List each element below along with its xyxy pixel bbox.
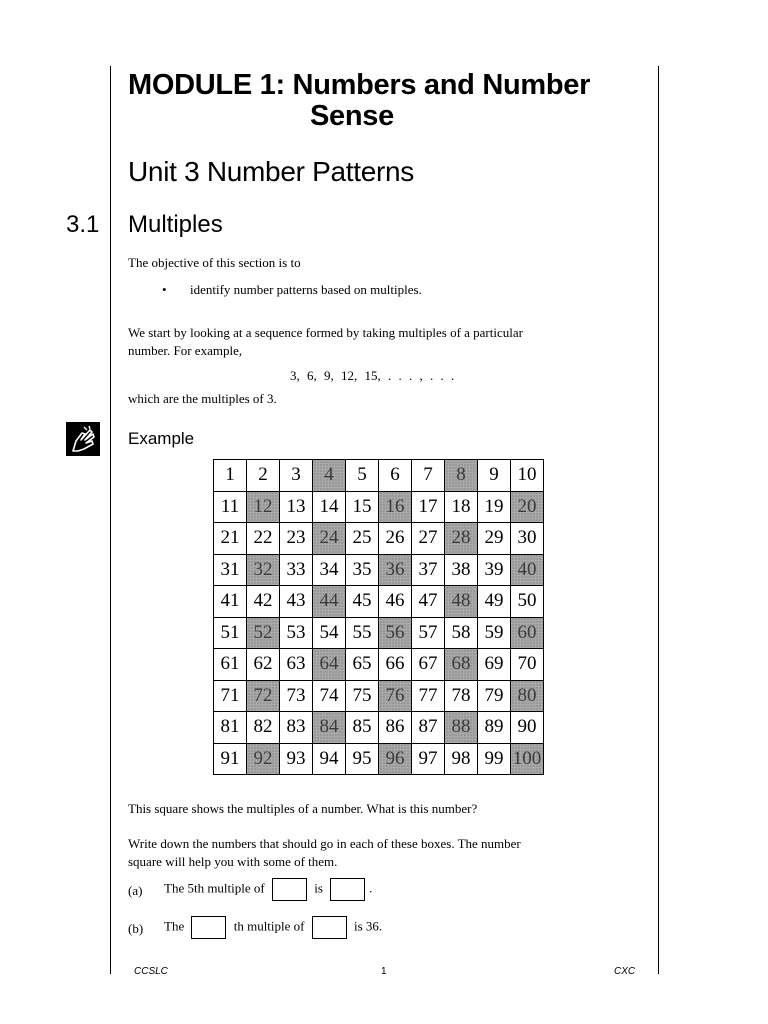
grid-cell: 54 <box>313 617 346 649</box>
grid-cell: 19 <box>478 491 511 523</box>
grid-cell: 3 <box>280 460 313 492</box>
grid-cell: 53 <box>280 617 313 649</box>
grid-cell: 43 <box>280 586 313 618</box>
grid-cell: 13 <box>280 491 313 523</box>
grid-cell: 83 <box>280 712 313 744</box>
grid-cell: 86 <box>379 712 412 744</box>
grid-cell: 33 <box>280 554 313 586</box>
question-a-text-2: is <box>314 880 323 896</box>
grid-cell: 74 <box>313 680 346 712</box>
grid-cell: 15 <box>346 491 379 523</box>
intro-line-1: We start by looking at a sequence formed by taking multiples of a particular <box>128 325 523 340</box>
question-a <box>164 878 372 901</box>
question-b-text-3: is 36. <box>354 918 383 934</box>
grid-cell: 93 <box>280 743 313 775</box>
grid-cell-shaded: 88 <box>445 712 478 744</box>
grid-cell: 38 <box>445 554 478 586</box>
question-b-label: (b) <box>128 921 144 936</box>
grid-cell: 5 <box>346 460 379 492</box>
intro-line-2: number. For example, <box>128 343 243 358</box>
grid-cell: 69 <box>478 649 511 681</box>
grid-cell: 63 <box>280 649 313 681</box>
footer-page-number: 1 <box>381 966 387 977</box>
grid-cell: 79 <box>478 680 511 712</box>
question-intro: This square shows the multiples of a number. What is this number? <box>128 801 478 816</box>
grid-cell: 85 <box>346 712 379 744</box>
question-b <box>164 916 382 939</box>
module-title <box>128 70 648 132</box>
grid-cell: 11 <box>214 491 247 523</box>
grid-cell-shaded: 44 <box>313 586 346 618</box>
grid-row <box>214 712 544 744</box>
grid-cell-shaded: 36 <box>379 554 412 586</box>
grid-cell: 14 <box>313 491 346 523</box>
grid-cell: 82 <box>247 712 280 744</box>
grid-cell: 9 <box>478 460 511 492</box>
grid-row <box>214 554 544 586</box>
footer-right: CXC <box>614 966 636 977</box>
objective-intro: The objective of this section is to <box>128 255 301 270</box>
grid-cell: 31 <box>214 554 247 586</box>
grid-cell: 25 <box>346 523 379 555</box>
grid-cell-shaded: 68 <box>445 649 478 681</box>
objective-item: identify number patterns based on multiples. <box>190 282 422 297</box>
grid-cell: 51 <box>214 617 247 649</box>
hand-icon <box>66 422 100 456</box>
grid-cell: 62 <box>247 649 280 681</box>
left-margin-rule <box>110 66 111 974</box>
grid-cell-shaded: 92 <box>247 743 280 775</box>
grid-cell: 46 <box>379 586 412 618</box>
grid-cell: 18 <box>445 491 478 523</box>
grid-cell: 97 <box>412 743 445 775</box>
grid-row <box>214 743 544 775</box>
section-number: 3.1 <box>66 211 100 238</box>
grid-cell: 55 <box>346 617 379 649</box>
grid-cell: 58 <box>445 617 478 649</box>
question-a-text-1: The 5th multiple of <box>164 880 265 896</box>
footer-left: CCSLC <box>134 966 168 977</box>
grid-cell-shaded: 16 <box>379 491 412 523</box>
multiples-note: which are the multiples of 3. <box>128 391 277 406</box>
grid-cell: 6 <box>379 460 412 492</box>
example-label: Example <box>128 429 195 448</box>
grid-row <box>214 491 544 523</box>
grid-cell: 78 <box>445 680 478 712</box>
right-margin-rule <box>658 66 659 974</box>
grid-cell: 39 <box>478 554 511 586</box>
grid-cell: 77 <box>412 680 445 712</box>
grid-cell-shaded: 32 <box>247 554 280 586</box>
number-square <box>213 459 544 775</box>
instruction-line-1: Write down the numbers that should go in each of these boxes. The number <box>128 836 521 851</box>
grid-cell: 95 <box>346 743 379 775</box>
grid-cell: 7 <box>412 460 445 492</box>
grid-cell: 23 <box>280 523 313 555</box>
grid-cell: 35 <box>346 554 379 586</box>
grid-cell: 87 <box>412 712 445 744</box>
instruction-line-2: square will help you with some of them. <box>128 854 338 869</box>
module-title-line1: MODULE 1: Numbers and Number <box>128 69 591 101</box>
grid-cell: 22 <box>247 523 280 555</box>
grid-cell-shaded: 76 <box>379 680 412 712</box>
answer-box-a1[interactable] <box>272 878 307 901</box>
grid-row <box>214 586 544 618</box>
grid-cell-shaded: 48 <box>445 586 478 618</box>
grid-cell: 59 <box>478 617 511 649</box>
grid-cell: 75 <box>346 680 379 712</box>
answer-box-b1[interactable] <box>191 916 226 939</box>
question-a-text-3: . <box>369 880 373 896</box>
answer-box-b2[interactable] <box>312 916 347 939</box>
grid-cell: 34 <box>313 554 346 586</box>
grid-cell-shaded: 4 <box>313 460 346 492</box>
section-title: Multiples <box>128 211 223 238</box>
grid-cell: 41 <box>214 586 247 618</box>
grid-cell: 1 <box>214 460 247 492</box>
grid-row <box>214 649 544 681</box>
grid-cell-shaded: 84 <box>313 712 346 744</box>
grid-cell-shaded: 72 <box>247 680 280 712</box>
grid-cell: 98 <box>445 743 478 775</box>
grid-cell: 73 <box>280 680 313 712</box>
grid-cell: 30 <box>511 523 544 555</box>
grid-cell: 21 <box>214 523 247 555</box>
grid-cell: 90 <box>511 712 544 744</box>
grid-cell: 66 <box>379 649 412 681</box>
grid-cell-shaded: 52 <box>247 617 280 649</box>
grid-cell-shaded: 40 <box>511 554 544 586</box>
grid-cell-shaded: 8 <box>445 460 478 492</box>
grid-cell: 61 <box>214 649 247 681</box>
grid-row <box>214 460 544 492</box>
question-b-text-1: The <box>164 918 185 934</box>
grid-cell: 81 <box>214 712 247 744</box>
grid-cell: 50 <box>511 586 544 618</box>
grid-cell: 65 <box>346 649 379 681</box>
grid-cell: 67 <box>412 649 445 681</box>
grid-cell: 26 <box>379 523 412 555</box>
grid-cell: 29 <box>478 523 511 555</box>
grid-row <box>214 680 544 712</box>
grid-cell-shaded: 64 <box>313 649 346 681</box>
grid-cell-shaded: 12 <box>247 491 280 523</box>
grid-cell-shaded: 24 <box>313 523 346 555</box>
grid-cell-shaded: 28 <box>445 523 478 555</box>
question-a-label: (a) <box>128 883 143 898</box>
sequence-example: 3, 6, 9, 12, 15, . . . , . . . <box>290 368 455 383</box>
grid-cell-shaded: 20 <box>511 491 544 523</box>
grid-cell: 27 <box>412 523 445 555</box>
grid-cell-shaded: 80 <box>511 680 544 712</box>
grid-row <box>214 617 544 649</box>
grid-cell: 94 <box>313 743 346 775</box>
grid-cell: 71 <box>214 680 247 712</box>
grid-cell: 17 <box>412 491 445 523</box>
grid-cell: 70 <box>511 649 544 681</box>
grid-cell-shaded: 56 <box>379 617 412 649</box>
unit-title: Unit 3 Number Patterns <box>128 156 414 187</box>
grid-cell: 49 <box>478 586 511 618</box>
bullet-marker: • <box>162 282 167 297</box>
answer-box-a2[interactable] <box>330 878 365 901</box>
grid-cell: 10 <box>511 460 544 492</box>
grid-cell: 99 <box>478 743 511 775</box>
grid-cell: 57 <box>412 617 445 649</box>
module-title-line2: Sense <box>310 100 394 132</box>
grid-cell: 42 <box>247 586 280 618</box>
grid-cell-shaded: 100 <box>511 743 544 775</box>
grid-cell-shaded: 96 <box>379 743 412 775</box>
grid-cell: 47 <box>412 586 445 618</box>
question-b-text-2: th multiple of <box>233 918 305 934</box>
grid-cell: 45 <box>346 586 379 618</box>
grid-cell: 89 <box>478 712 511 744</box>
grid-row <box>214 523 544 555</box>
grid-cell: 91 <box>214 743 247 775</box>
grid-cell: 2 <box>247 460 280 492</box>
grid-cell: 37 <box>412 554 445 586</box>
grid-cell-shaded: 60 <box>511 617 544 649</box>
